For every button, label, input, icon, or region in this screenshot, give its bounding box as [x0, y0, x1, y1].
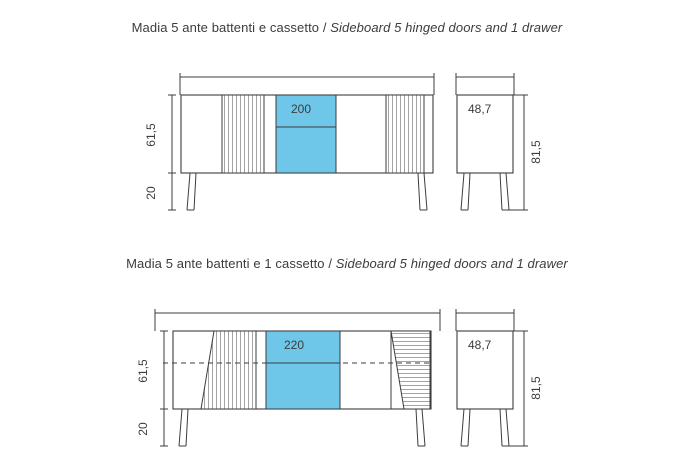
side-width-dimension-2	[456, 309, 514, 331]
product-block-1	[0, 20, 694, 229]
caption-2-english: Sideboard 5 hinged doors and 1 drawer	[335, 256, 568, 271]
side-legs-2	[461, 409, 509, 446]
side-height-label-1: 81,5	[529, 140, 543, 164]
front-legs-1	[187, 173, 427, 210]
front-width-dimension-1	[180, 73, 434, 95]
caption-2-italian: Madia 5 ante battenti e 1 cassetto	[126, 256, 325, 271]
side-legs-1	[461, 173, 509, 210]
drawing-1	[0, 49, 694, 229]
side-width-label-2: 48,7	[468, 338, 492, 352]
front-leg-height-label-2: 20	[136, 422, 150, 436]
side-height-label-2: 81,5	[529, 376, 543, 400]
front-width-dimension-2	[155, 309, 440, 331]
caption-1-italian: Madia 5 ante battenti e cassetto	[131, 20, 320, 35]
front-legs-2	[179, 409, 425, 446]
drawing-2	[0, 285, 694, 465]
side-width-label-1: 48,7	[468, 102, 492, 116]
caption-2	[0, 256, 694, 271]
front-width-label-2: 220	[284, 338, 305, 352]
front-leg-height-label-1: 20	[144, 186, 158, 200]
drawing-2-svg	[0, 285, 694, 465]
front-height-label-1: 61,5	[144, 123, 158, 147]
caption-1-separator: /	[319, 20, 331, 35]
front-height-dimension-1	[168, 95, 176, 210]
caption-1-english: Sideboard 5 hinged doors and 1 drawer	[330, 20, 563, 35]
caption-2-separator: /	[324, 256, 336, 271]
front-height-dimension-2	[160, 331, 168, 446]
caption-1	[0, 20, 694, 35]
product-block-2	[0, 256, 694, 465]
side-width-dimension-1	[456, 73, 514, 95]
front-height-label-2: 61,5	[136, 359, 150, 383]
front-width-label-1: 200	[291, 102, 312, 116]
drawing-1-svg	[0, 49, 694, 229]
